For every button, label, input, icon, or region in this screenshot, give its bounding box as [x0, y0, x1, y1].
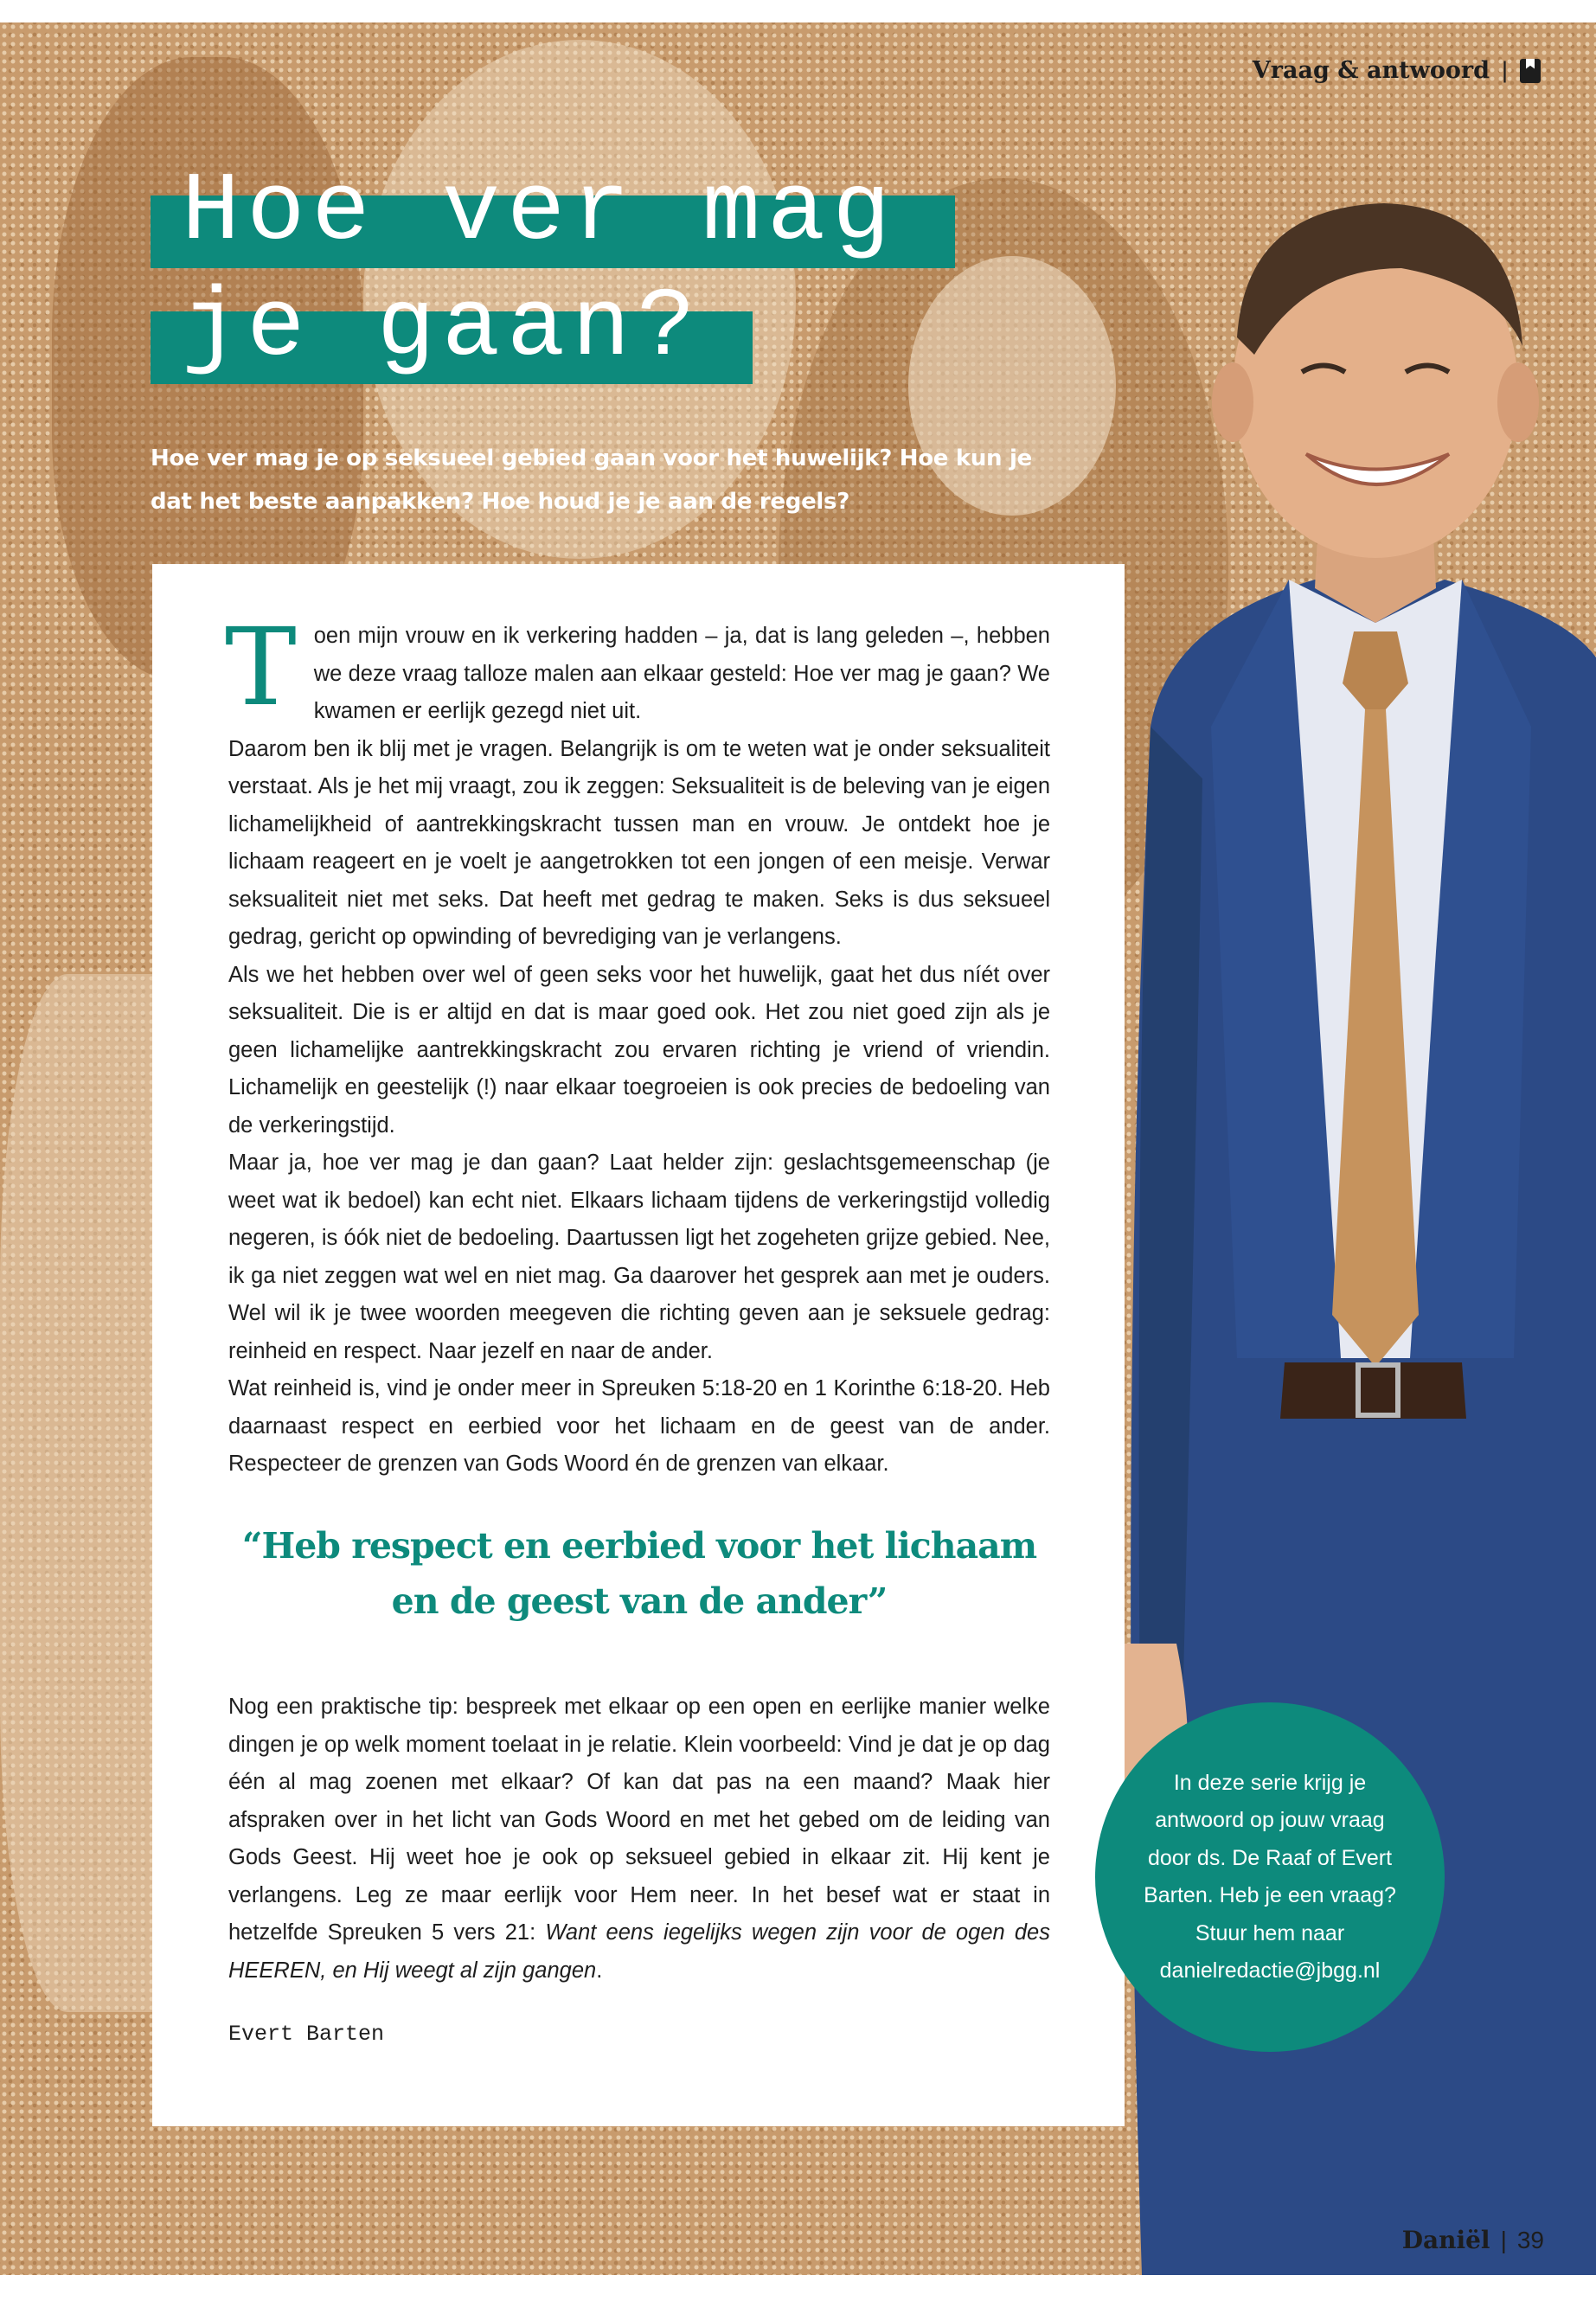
- intro-question: Hoe ver mag je op seksueel gebied gaan voor het huwelijk? Hoe kun je dat het beste aanpakken? Hoe houd je je aan de regels?: [151, 445, 1032, 515]
- footer-separator: |: [1500, 2226, 1507, 2253]
- title-text-2: je gaan?: [182, 273, 702, 383]
- drop-cap: T: [225, 606, 297, 730]
- paragraph-1: [225, 606, 1050, 731]
- pull-quote: “Heb respect en eerbied voor het lichaam en de geest van de ander”: [241, 1525, 1037, 1622]
- bookmark-icon: [1520, 59, 1541, 83]
- title-line-1: [151, 157, 955, 268]
- bible-quote: Want eens iegelijks wegen zijn voor de ogen des HEEREN, en Hij weegt al zijn gangen: [228, 1920, 1050, 1983]
- section-separator: |: [1501, 57, 1508, 83]
- section-name: Vraag & antwoord: [1252, 57, 1490, 84]
- paragraph-1-text: oen mijn vrouw en ik verkering hadden – ja, dat is lang geleden –, hebben we deze vraag talloze malen aan elkaar gesteld: Hoe ver mag je gaan? We kwamen er eerlijk gezegd niet uit.: [313, 624, 1050, 723]
- paragraph-2: Daarom ben ik blij met je vragen. Belangrijk is om te weten wat je onder seksualiteit verstaat. Als je het mij vraagt, zou ik zeggen: Seksualiteit is de beleving van je eigen lichamelijkheid of aantrekkingskracht tussen man en vrouw. Je ontdekt hoe je lichaam reageert en je voelt je aangetrokken tot een jongen of een meisje. Verwar seksualiteit niet met seks. Dat heeft met gedrag te maken. Seks is dus seksueel gedrag, gericht op opwinding of bevrediging van je verlangens.: [228, 736, 1050, 949]
- section-label: [1253, 57, 1541, 84]
- paragraph-6-text: Nog een praktische tip: bespreek met elkaar op een open en eerlijke manier welke dingen je op welk moment toelaat in je relatie. Klein voorbeeld: Vind je dat je op dag één al mag zoenen met elkaar? Of kan dat pas na een maand? Maak hier afspraken over in het licht van Gods Woord en met het gebed om de leiding van Gods Geest. Hij weet hoe je ook op seksueel gebied in elkaar zit. Hij kent je verlangens. Leg ze maar eerlijk voor Hem neer. In het besef wat er staat in hetzelfde Spreuken 5 vers 21:: [228, 1695, 1050, 1945]
- page-number: 39: [1516, 2226, 1544, 2253]
- info-circle-text: In deze serie krijg je antwoord op jouw vraag door ds. De Raaf of Evert Barten. Heb je een vraag? Stuur hem naar danielredactie@jbgg.nl: [1144, 1770, 1396, 1983]
- article-card: [152, 564, 1125, 2126]
- paragraph-6-end: .: [596, 1958, 603, 1983]
- paragraph-5: Wat reinheid is, vind je onder meer in Spreuken 5:18-20 en 1 Korinthe 6:18-20. Heb daarnaast respect en eerbied voor het lichaam en de geest van de ander. Respecteer de grenzen van Gods Woord én de grenzen van elkaar.: [228, 1376, 1050, 1476]
- info-circle: [1095, 1702, 1445, 2052]
- paragraph-3: Als we het hebben over wel of geen seks voor het huwelijk, gaat het dus níét over seksualiteit. Die is er altijd en dat is maar goed ook. Het zou niet goed zijn als je geen lichamelijke aantrekkingskracht zou ervaren richting je vriend of vriendin. Lichamelijk en geestelijk (!) naar elkaar toegroeien is ook precies de bedoeling van de verkeringstijd.: [228, 962, 1050, 1138]
- article-body-bottom: [228, 1689, 1050, 1990]
- title-line-2: [151, 273, 753, 384]
- paragraph-6: [228, 1689, 1050, 1990]
- paragraph-4: Maar ja, hoe ver mag je dan gaan? Laat helder zijn: geslachtsgemeenschap (je weet wat ik bedoel) kan echt niet. Elkaars lichaam tijdens de verkeringstijd volledig negeren, is óók niet de bedoeling. Daartussen ligt het zogeheten grijze gebied. Nee, ik ga niet zeggen wat wel en niet mag. Ga daarover het gesprek aan met je ouders. Wel wil ik je twee woorden meegeven die richting geven aan je seksuele gedrag: reinheid en respect. Naar jezelf en naar de ander.: [228, 1150, 1050, 1363]
- author-name: Evert Barten: [228, 2022, 385, 2047]
- page-footer: [1402, 2226, 1544, 2254]
- magazine-name: Daniël: [1401, 2226, 1490, 2254]
- article-body-top: [225, 606, 1050, 1484]
- title-text-1: Hoe ver mag: [182, 157, 898, 267]
